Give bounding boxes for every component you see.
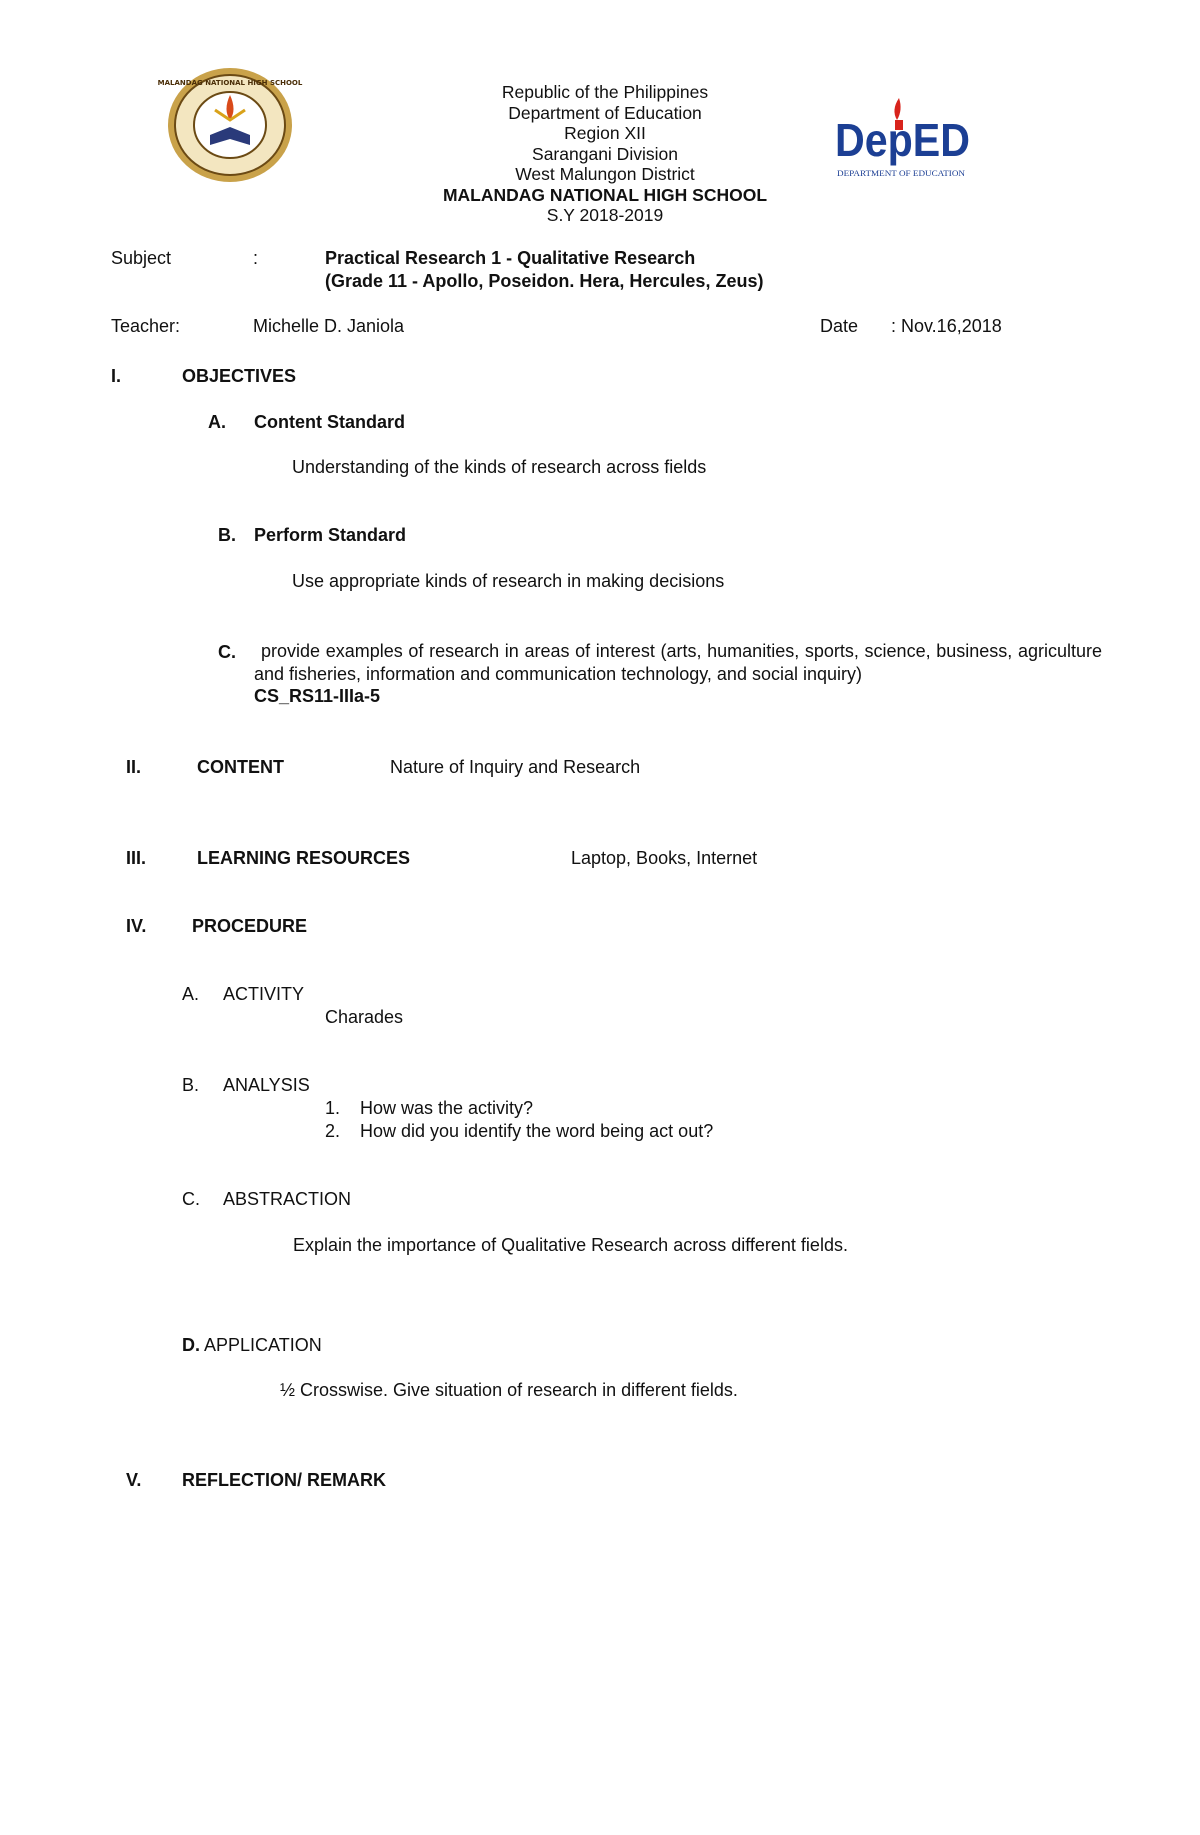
content-value: Nature of Inquiry and Research: [390, 757, 641, 777]
header-line-department: Department of Education: [508, 102, 702, 123]
header-line-republic: Republic of the Philippines: [501, 82, 709, 102]
procedure-c-letter: C.: [182, 1189, 200, 1209]
date-value: : Nov.16,2018: [891, 316, 1002, 336]
subject-title: Practical Research 1 - Qualitative Research: [325, 248, 696, 268]
section-title-resources: LEARNING RESOURCES: [197, 848, 411, 868]
section-title-reflection: REFLECTION/ REMARK: [182, 1470, 386, 1490]
content-standard-text: Understanding of the kinds of research across fields: [292, 457, 707, 477]
analysis-title: ANALYSIS: [223, 1075, 310, 1095]
subject-colon: :: [253, 248, 259, 268]
deped-logo: [835, 96, 970, 196]
analysis-item-2-number: 2.: [325, 1121, 341, 1141]
objective-b-letter: B.: [218, 525, 236, 545]
section-numeral-procedure: IV.: [126, 916, 147, 936]
perform-standard-title: Perform Standard: [254, 525, 407, 545]
seal-text: MALANDAG NATIONAL HIGH SCHOOL: [157, 79, 303, 87]
section-numeral-content: II.: [126, 757, 142, 777]
school-name: MALANDAG NATIONAL HIGH SCHOOL: [442, 184, 768, 205]
section-title-content: CONTENT: [197, 757, 284, 777]
letterhead: [400, 82, 810, 226]
header-line-division: Sarangani Division: [532, 143, 678, 164]
activity-text: Charades: [325, 1007, 404, 1027]
subject-label: Subject: [111, 248, 172, 268]
activity-title: ACTIVITY: [223, 984, 305, 1004]
application-title: APPLICATION: [204, 1335, 322, 1355]
subject-sections: (Grade 11 - Apollo, Poseidon. Hera, Hercules, Zeus): [325, 271, 764, 291]
objective-c-letter: C.: [218, 642, 236, 662]
procedure-a-letter: A.: [182, 984, 200, 1004]
header-line-district: West Malungon District: [515, 164, 695, 184]
analysis-item-2: How did you identify the word being act out?: [360, 1121, 714, 1141]
section-title-objectives: OBJECTIVES: [182, 366, 297, 386]
abstraction-text: Explain the importance of Qualitative Research across different fields.: [293, 1235, 848, 1255]
procedure-d-letter: D.: [182, 1335, 200, 1355]
objective-c-paragraph: [254, 640, 1102, 708]
deped-logo-text: DepED: [835, 114, 970, 166]
abstraction-title: ABSTRACTION: [223, 1189, 352, 1209]
teacher-name: Michelle D. Janiola: [253, 316, 405, 336]
section-numeral-reflection: V.: [126, 1470, 142, 1490]
header-line-region: Region XII: [564, 123, 646, 143]
perform-standard-text: Use appropriate kinds of research in making decisions: [292, 571, 725, 591]
date-label: Date: [820, 316, 859, 336]
section-title-procedure: PROCEDURE: [192, 916, 308, 936]
objective-a-letter: A.: [208, 412, 226, 432]
application-text: ½ Crosswise. Give situation of research in different fields.: [280, 1380, 738, 1400]
resources-value: Laptop, Books, Internet: [571, 848, 758, 868]
analysis-item-1-number: 1.: [325, 1098, 341, 1118]
content-standard-title: Content Standard: [254, 412, 405, 432]
school-year: S.Y 2018-2019: [546, 205, 664, 225]
procedure-b-letter: B.: [182, 1075, 200, 1095]
objective-c-text: provide examples of research in areas of interest (arts, humanities, sports, science, business, agriculture and fisheries, information and communication technology, and social inquiry): [254, 641, 1102, 684]
teacher-label: Teacher:: [111, 316, 181, 336]
school-seal-logo: [157, 65, 303, 185]
section-numeral-resources: III.: [126, 848, 147, 868]
application-heading: [182, 1335, 322, 1356]
deped-logo-subtext: DEPARTMENT OF EDUCATION: [837, 168, 965, 178]
section-numeral-objectives: I.: [111, 366, 122, 386]
analysis-item-1: How was the activity?: [360, 1098, 534, 1118]
competency-code: CS_RS11-IIIa-5: [254, 686, 381, 706]
